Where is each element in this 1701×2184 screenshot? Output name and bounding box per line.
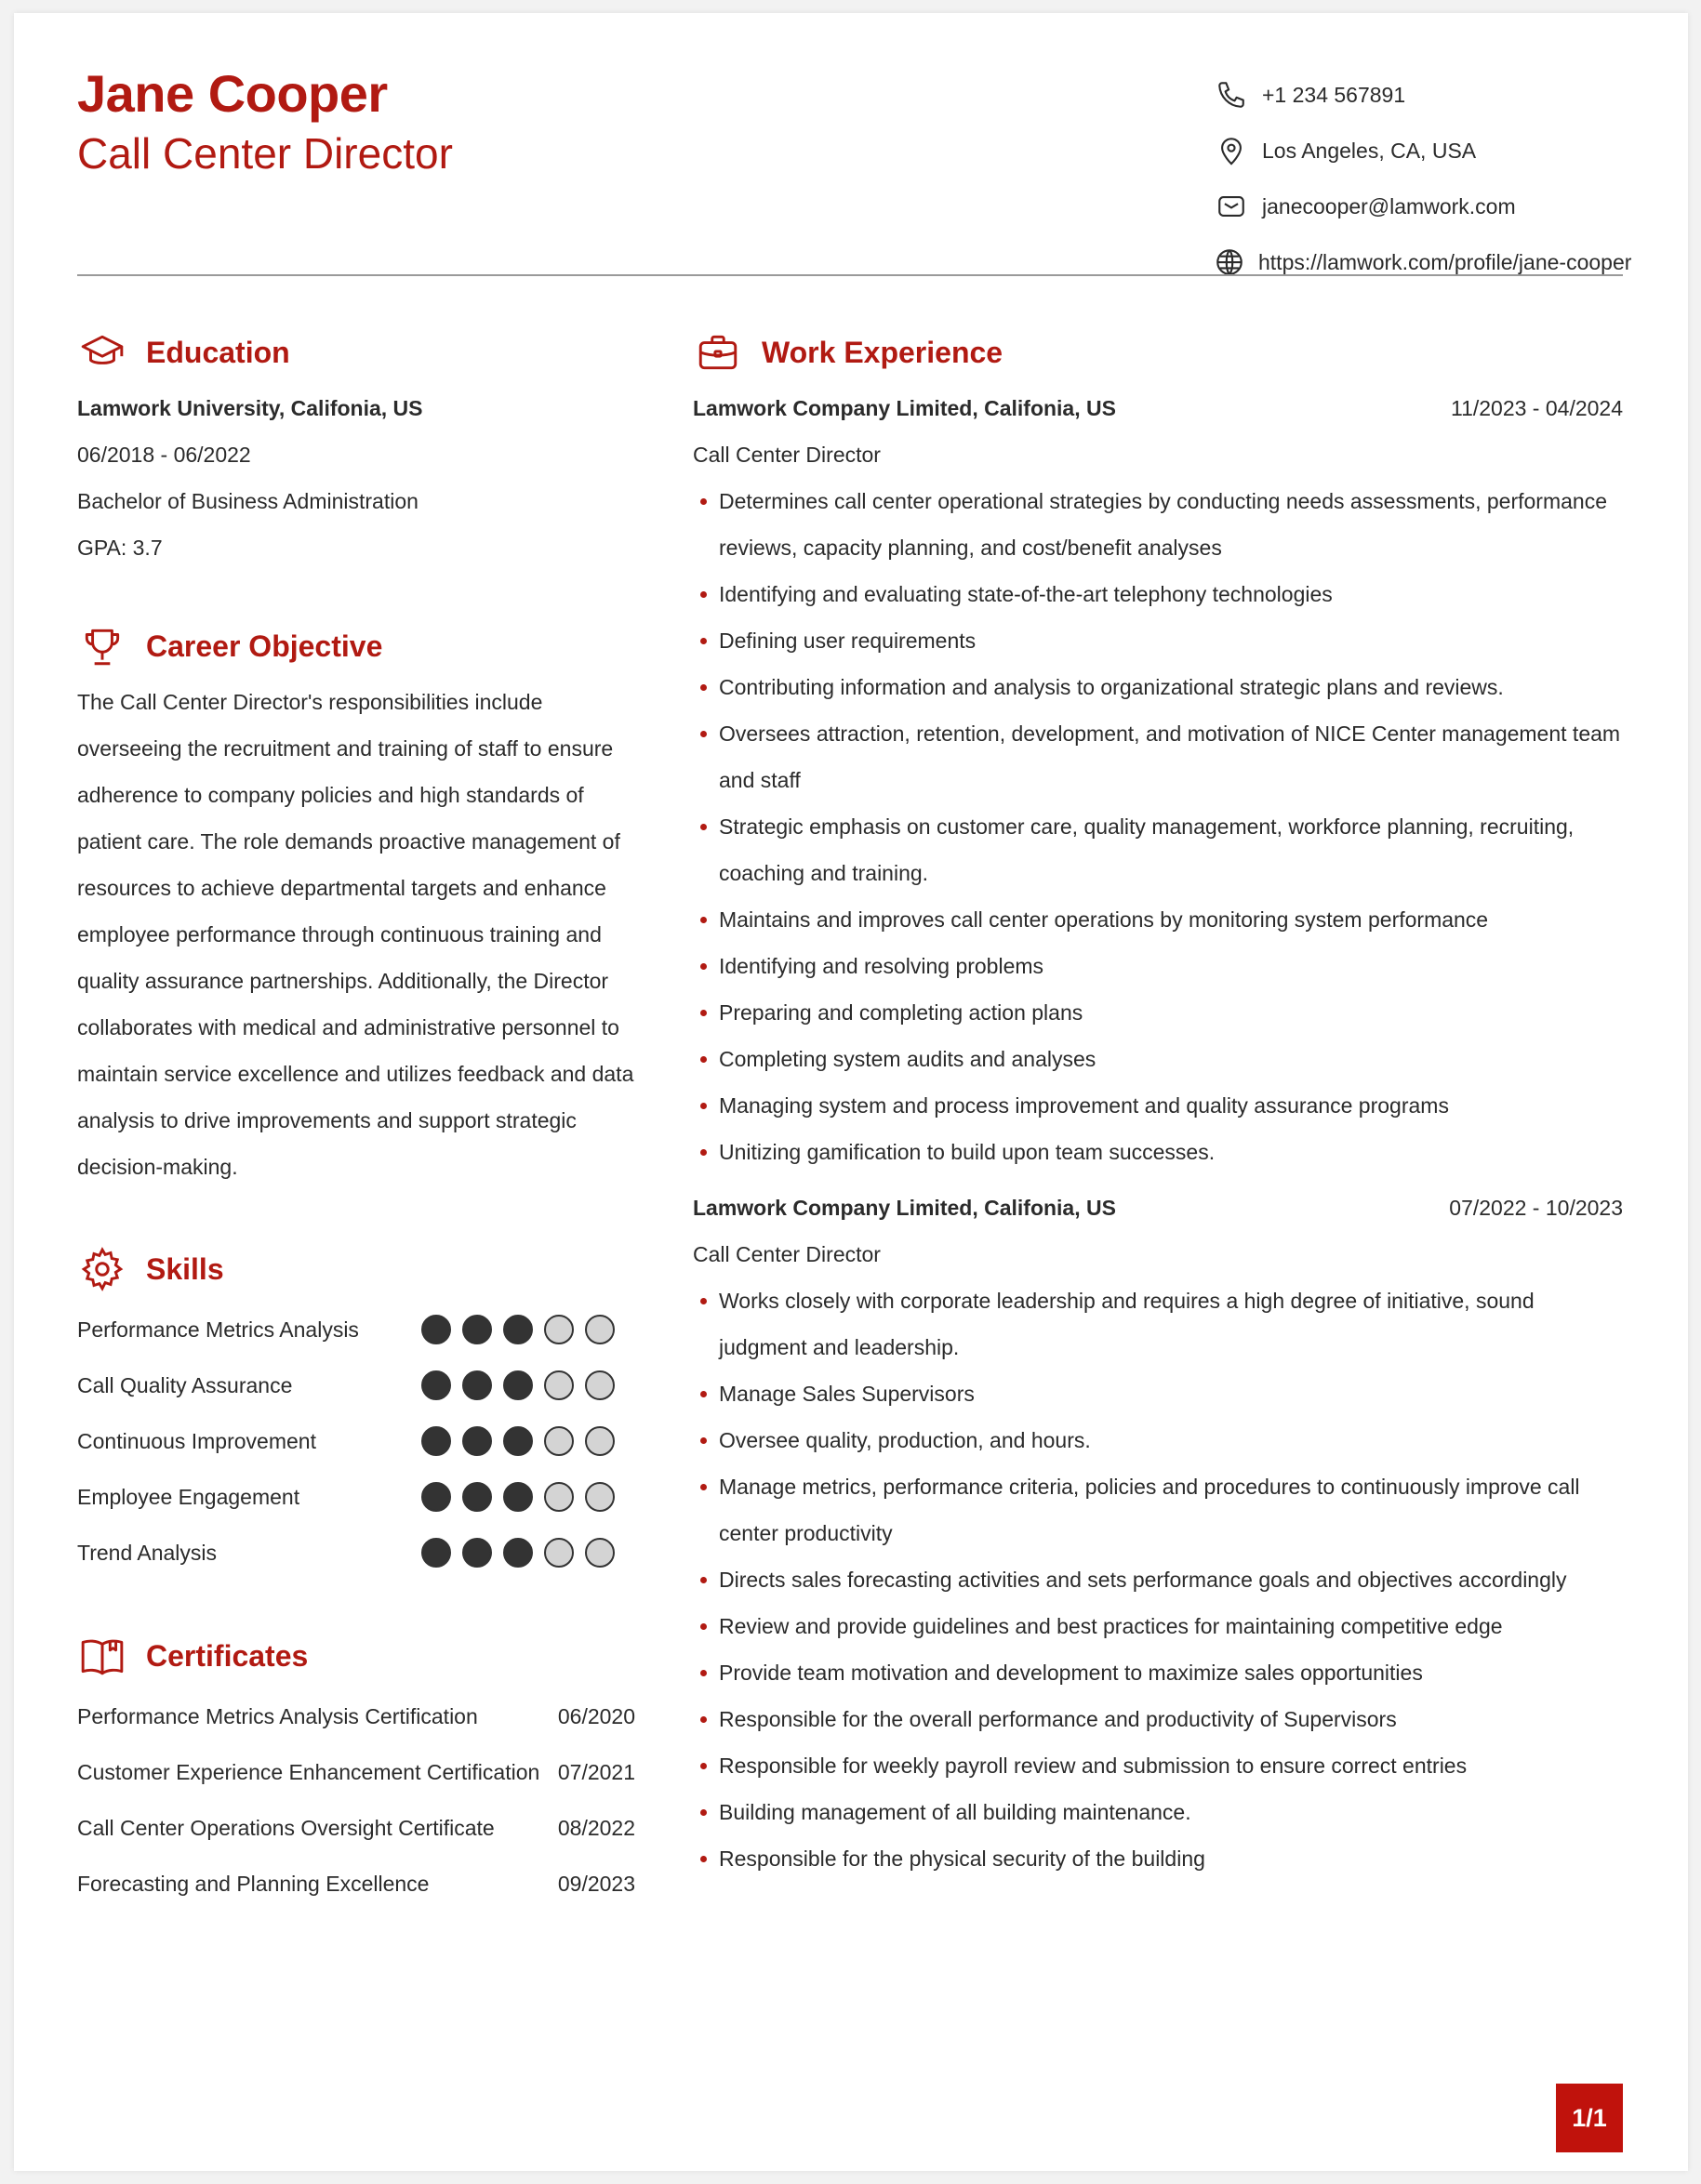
job-bullet: Directs sales forecasting activities and sets performance goals and objectives accordingly xyxy=(693,1556,1623,1603)
education-label: Education xyxy=(146,335,290,369)
job-header xyxy=(693,1185,1623,1231)
rating-dot-filled xyxy=(421,1315,451,1344)
certificates-list xyxy=(77,1688,635,1912)
skill-rating xyxy=(421,1370,615,1400)
rating-dot-filled xyxy=(421,1482,451,1512)
objective-text: The Call Center Director's responsibilities include overseeing the recruitment and training of staff to ensure adherence to company policies and high standards of patient care. The role demands proactive management of resources to achieve departmental targets and enhance employee performance through continuous training and quality assurance partnerships. Additionally, the Director collaborates with medical and administrative personnel to maintain service excellence and utilizes feedback and data analysis to drive improvements and support strategic decision-making. xyxy=(77,690,634,1179)
skill-row xyxy=(77,1469,635,1525)
job-bullet: Responsible for the physical security of the building xyxy=(693,1835,1623,1882)
rating-dot-filled xyxy=(421,1426,451,1456)
job-bullet: Defining user requirements xyxy=(693,617,1623,664)
job-bullet: Works closely with corporate leadership and requires a high degree of initiative, sound judgment and leadership. xyxy=(693,1277,1623,1370)
jobs-list xyxy=(693,385,1623,1882)
education-school: Lamwork University, Califonia, US xyxy=(77,396,423,420)
certificate-date: 08/2022 xyxy=(557,1815,635,1840)
rating-dot-empty xyxy=(585,1315,615,1344)
education-degree: Bachelor of Business Administration xyxy=(77,489,419,513)
job-bullet: Identifying and evaluating state-of-the-art telephony technologies xyxy=(693,571,1623,617)
certificates-section xyxy=(77,1623,635,1912)
certificate-row xyxy=(77,1744,635,1800)
rating-dot-empty xyxy=(544,1538,574,1568)
location-icon xyxy=(1214,133,1249,168)
job-role: Call Center Director xyxy=(693,443,881,467)
job-company: Lamwork Company Limited, Califonia, US xyxy=(693,1196,1116,1220)
left-column xyxy=(77,320,635,1912)
candidate-name: Jane Cooper xyxy=(77,64,388,123)
job-bullet: Managing system and process improvement and quality assurance programs xyxy=(693,1082,1623,1129)
skill-name: Performance Metrics Analysis xyxy=(77,1317,359,1342)
education-heading xyxy=(77,320,635,385)
work-label: Work Experience xyxy=(762,335,1003,369)
certificate-name: Customer Experience Enhancement Certification xyxy=(77,1759,540,1784)
rating-dot-filled xyxy=(503,1370,533,1400)
gear-icon xyxy=(77,1244,127,1294)
rating-dot-empty xyxy=(585,1426,615,1456)
mail-icon xyxy=(1214,189,1249,224)
job-bullet: Preparing and completing action plans xyxy=(693,989,1623,1036)
job-bullet: Provide team motivation and development to maximize sales opportunities xyxy=(693,1649,1623,1696)
briefcase-icon xyxy=(693,327,743,377)
education-section xyxy=(77,320,635,571)
skill-row xyxy=(77,1357,635,1413)
skill-rating xyxy=(421,1315,615,1344)
skill-row xyxy=(77,1525,635,1581)
job-bullet: Unitizing gamification to build upon team successes. xyxy=(693,1129,1623,1175)
rating-dot-empty xyxy=(585,1482,615,1512)
rating-dot-empty xyxy=(544,1426,574,1456)
contact-list xyxy=(1214,67,1632,290)
skill-name: Trend Analysis xyxy=(77,1540,217,1565)
phone-icon xyxy=(1214,77,1249,113)
candidate-title: Call Center Director xyxy=(77,129,453,178)
page-indicator: 1/1 xyxy=(1556,2084,1623,2152)
certificate-row xyxy=(77,1856,635,1912)
resume-page xyxy=(14,13,1688,2171)
education-gpa: GPA: 3.7 xyxy=(77,536,163,560)
contact-website xyxy=(1214,234,1632,290)
skills-list xyxy=(77,1302,635,1581)
job-dates: 11/2023 - 04/2024 xyxy=(1450,396,1623,420)
job-entry xyxy=(693,385,1623,1175)
objective-section xyxy=(77,614,635,1190)
contact-email xyxy=(1214,179,1623,234)
certificate-date: 07/2021 xyxy=(557,1759,635,1784)
rating-dot-filled xyxy=(462,1538,492,1568)
rating-dot-filled xyxy=(421,1538,451,1568)
job-bullet: Identifying and resolving problems xyxy=(693,943,1623,989)
job-bullets xyxy=(693,1277,1623,1882)
job-bullet: Maintains and improves call center operations by monitoring system performance xyxy=(693,896,1623,943)
skill-name: Employee Engagement xyxy=(77,1484,300,1509)
job-bullet: Responsible for the overall performance and productivity of Supervisors xyxy=(693,1696,1623,1742)
job-company: Lamwork Company Limited, Califonia, US xyxy=(693,396,1116,420)
certificate-row xyxy=(77,1688,635,1744)
skills-label: Skills xyxy=(146,1251,224,1286)
job-header xyxy=(693,385,1623,431)
job-bullet: Determines call center operational strategies by conducting needs assessments, performance reviews, capacity planning, and cost/benefit analyses xyxy=(693,478,1623,571)
rating-dot-empty xyxy=(544,1315,574,1344)
job-bullet: Responsible for weekly payroll review and submission to ensure correct entries xyxy=(693,1742,1623,1789)
rating-dot-filled xyxy=(462,1315,492,1344)
certificates-heading xyxy=(77,1623,635,1688)
rating-dot-empty xyxy=(544,1370,574,1400)
job-bullet: Completing system audits and analyses xyxy=(693,1036,1623,1082)
rating-dot-filled xyxy=(503,1482,533,1512)
rating-dot-filled xyxy=(462,1370,492,1400)
skill-rating xyxy=(421,1538,615,1568)
rating-dot-filled xyxy=(503,1538,533,1568)
job-bullet: Review and provide guidelines and best practices for maintaining competitive edge xyxy=(693,1603,1623,1649)
graduation-cap-icon xyxy=(77,327,127,377)
objective-label: Career Objective xyxy=(146,629,383,663)
resume-header xyxy=(77,48,1632,290)
job-bullet: Strategic emphasis on customer care, quality management, workforce planning, recruiting, coaching and training. xyxy=(693,803,1623,896)
rating-dot-filled xyxy=(421,1370,451,1400)
job-bullet: Contributing information and analysis to organizational strategic plans and reviews. xyxy=(693,664,1623,710)
certificate-row xyxy=(77,1800,635,1856)
phone-text: +1 234 567891 xyxy=(1262,82,1406,107)
skill-rating xyxy=(421,1426,615,1456)
job-bullet: Building management of all building maintenance. xyxy=(693,1789,1623,1835)
certificate-name: Performance Metrics Analysis Certification xyxy=(77,1703,478,1728)
skill-row xyxy=(77,1413,635,1469)
work-heading xyxy=(693,320,1623,385)
rating-dot-filled xyxy=(503,1426,533,1456)
certificate-name: Forecasting and Planning Excellence xyxy=(77,1871,430,1896)
job-role: Call Center Director xyxy=(693,1242,881,1266)
header-divider xyxy=(77,274,1623,276)
job-dates: 07/2022 - 10/2023 xyxy=(1449,1196,1623,1220)
skill-name: Continuous Improvement xyxy=(77,1428,316,1453)
certificate-date: 06/2020 xyxy=(557,1703,635,1728)
book-icon xyxy=(77,1631,127,1681)
rating-dot-empty xyxy=(585,1370,615,1400)
skill-name: Call Quality Assurance xyxy=(77,1372,293,1397)
job-entry xyxy=(693,1185,1623,1882)
certificates-label: Certificates xyxy=(146,1638,309,1673)
skills-heading xyxy=(77,1237,635,1302)
rating-dot-filled xyxy=(503,1315,533,1344)
certificate-date: 09/2023 xyxy=(557,1871,635,1896)
job-bullets xyxy=(693,478,1623,1175)
certificate-name: Call Center Operations Oversight Certificate xyxy=(77,1815,495,1840)
skill-rating xyxy=(421,1482,615,1512)
rating-dot-filled xyxy=(462,1482,492,1512)
website-link[interactable]: https://lamwork.com/profile/jane-cooper xyxy=(1258,249,1632,274)
job-bullet: Oversees attraction, retention, development, and motivation of NICE Center management team and staff xyxy=(693,710,1623,803)
job-bullet: Manage metrics, performance criteria, policies and procedures to continuously improve call center productivity xyxy=(693,1463,1623,1556)
education-dates: 06/2018 - 06/2022 xyxy=(77,443,251,467)
email-link[interactable]: janecooper@lamwork.com xyxy=(1262,193,1516,218)
trophy-icon xyxy=(77,621,127,671)
right-column xyxy=(693,320,1623,1882)
skill-row xyxy=(77,1302,635,1357)
contact-location xyxy=(1214,123,1623,179)
location-text: Los Angeles, CA, USA xyxy=(1262,138,1477,163)
rating-dot-empty xyxy=(544,1482,574,1512)
job-bullet: Manage Sales Supervisors xyxy=(693,1370,1623,1417)
objective-heading xyxy=(77,614,635,679)
rating-dot-filled xyxy=(462,1426,492,1456)
contact-phone xyxy=(1214,67,1623,123)
job-bullet: Oversee quality, production, and hours. xyxy=(693,1417,1623,1463)
skills-section xyxy=(77,1237,635,1581)
rating-dot-empty xyxy=(585,1538,615,1568)
